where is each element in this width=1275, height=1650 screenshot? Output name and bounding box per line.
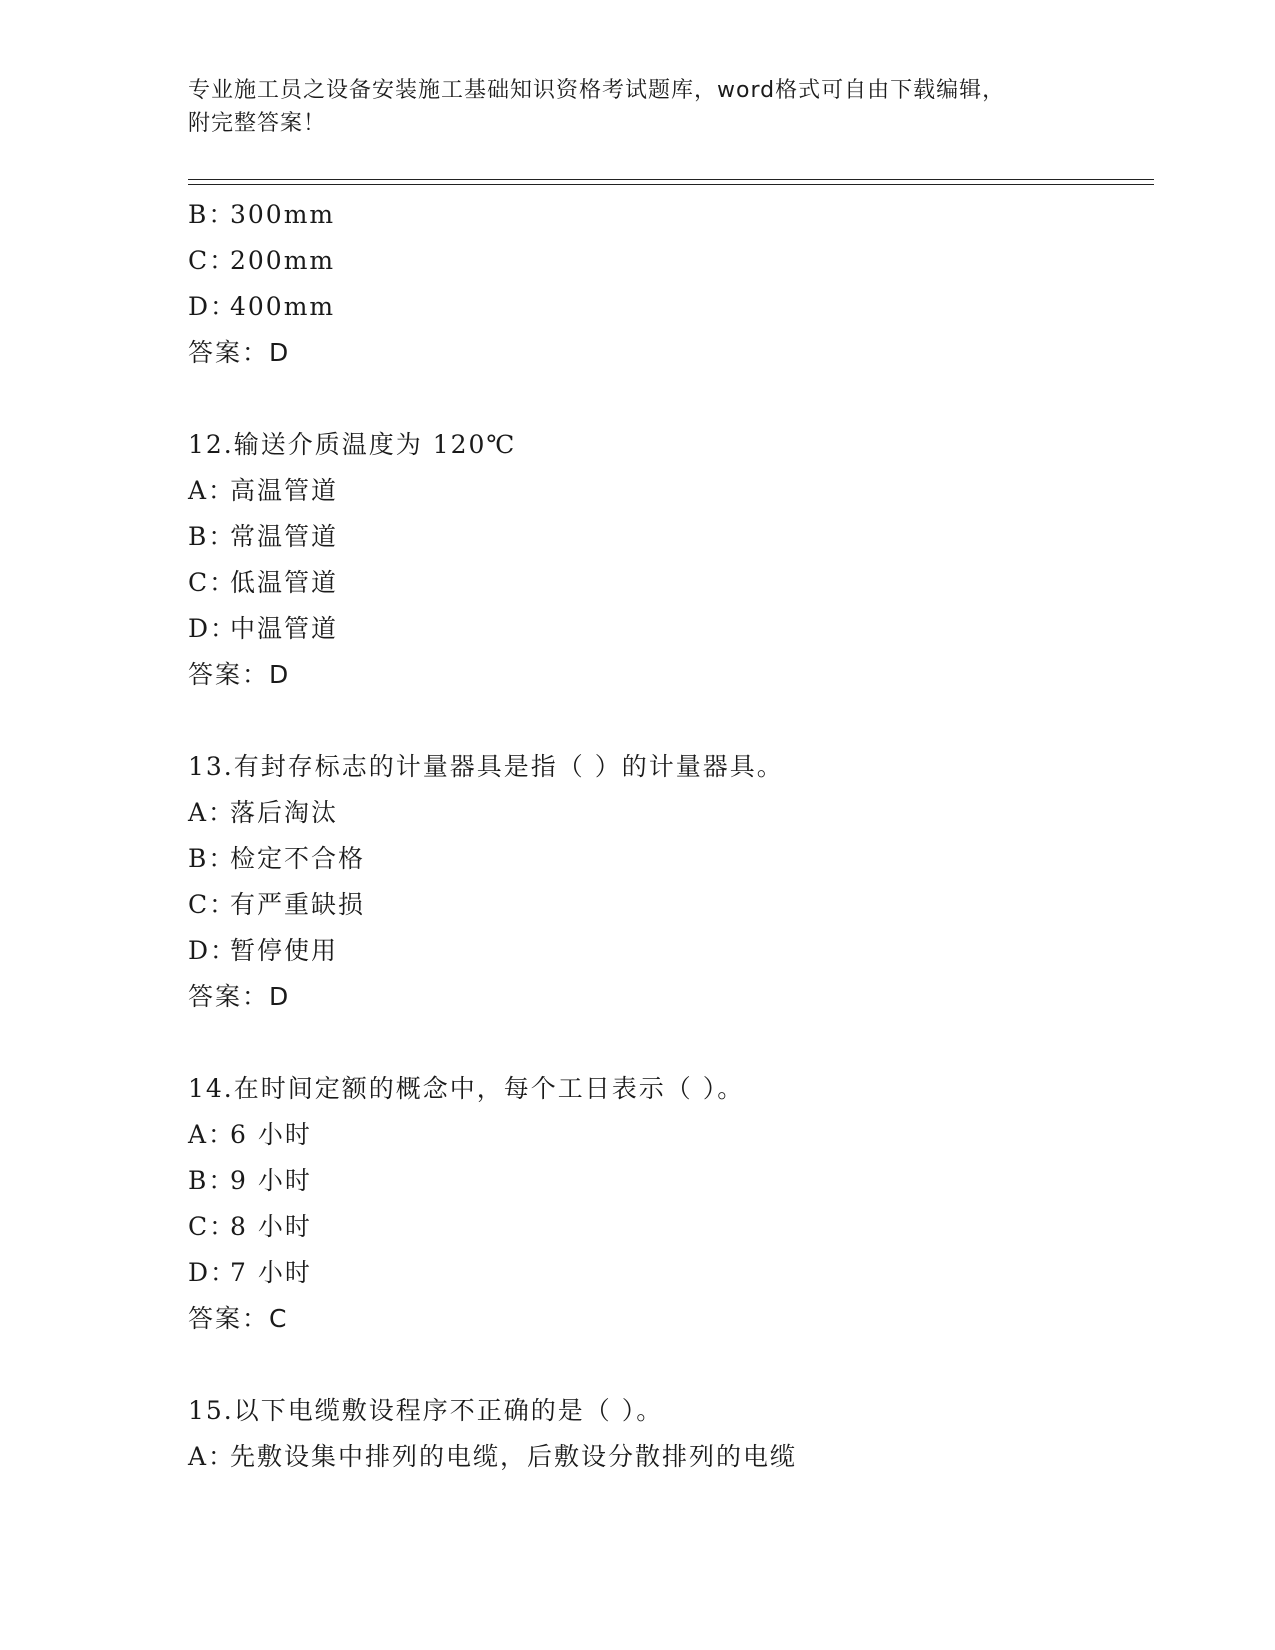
option-line <box>188 882 1154 928</box>
question-text: 在时间定额的概念中，每个工日表示（ ）。 <box>233 1074 745 1103</box>
option-letter: A： <box>188 798 236 827</box>
option-text: 9 小时 <box>230 1166 312 1195</box>
question-stem <box>188 744 1154 790</box>
option-letter: C： <box>188 246 237 275</box>
option-letter: C： <box>188 890 237 919</box>
option-letter: A： <box>188 476 236 505</box>
option-letter: B： <box>188 200 236 229</box>
option-text: 7 小时 <box>230 1258 312 1287</box>
header-divider-bottom <box>188 184 1154 185</box>
option-text: 300mm <box>230 200 336 229</box>
option-letter: D： <box>188 614 238 643</box>
question-text: 输送介质温度为 120℃ <box>233 430 517 459</box>
option-text: 落后淘汰 <box>230 798 339 827</box>
option-text: 常温管道 <box>230 522 339 551</box>
option-letter: B： <box>188 844 236 873</box>
question-content <box>188 192 1154 1480</box>
option-text: 6 小时 <box>230 1120 312 1149</box>
header-title-line-2: 附完整答案！ <box>188 111 327 136</box>
option-text: 检定不合格 <box>230 844 366 873</box>
option-line <box>188 1434 1154 1480</box>
option-text: 中温管道 <box>230 614 339 643</box>
option-text: 低温管道 <box>230 568 339 597</box>
option-letter: A： <box>188 1120 236 1149</box>
spacer <box>188 698 1154 744</box>
answer-line: 答案：D <box>188 982 291 1011</box>
question-number: 14. <box>188 1074 234 1103</box>
option-text: 有严重缺损 <box>230 890 366 919</box>
option-line <box>188 192 1154 238</box>
header-divider-top <box>188 179 1154 180</box>
option-text: 先敷设集中排列的电缆，后敷设分散排列的电缆 <box>230 1442 798 1471</box>
header-title-line-1: 专业施工员之设备安装施工基础知识资格考试题库，word格式可自由下载编辑， <box>188 78 1006 103</box>
option-line <box>188 606 1154 652</box>
option-line <box>188 1204 1154 1250</box>
option-text: 400mm <box>230 292 336 321</box>
option-letter: B： <box>188 1166 236 1195</box>
option-line <box>188 790 1154 836</box>
question-number: 15. <box>188 1396 234 1425</box>
option-text: 高温管道 <box>230 476 339 505</box>
option-letter: D： <box>188 292 238 321</box>
spacer <box>188 376 1154 422</box>
answer-line: 答案：C <box>188 1304 289 1333</box>
option-line <box>188 836 1154 882</box>
option-line <box>188 1112 1154 1158</box>
option-line <box>188 1158 1154 1204</box>
option-line <box>188 928 1154 974</box>
option-line <box>188 514 1154 560</box>
question-text: 以下电缆敷设程序不正确的是（ ）。 <box>233 1396 664 1425</box>
option-line <box>188 1250 1154 1296</box>
option-line <box>188 468 1154 514</box>
question-number: 12. <box>188 430 234 459</box>
option-letter: B： <box>188 522 236 551</box>
question-stem <box>188 1066 1154 1112</box>
option-line <box>188 284 1154 330</box>
question-number: 13. <box>188 752 234 781</box>
option-line <box>188 560 1154 606</box>
option-letter: C： <box>188 1212 237 1241</box>
question-text: 有封存标志的计量器具是指（ ）的计量器具。 <box>233 752 784 781</box>
spacer <box>188 1342 1154 1388</box>
option-letter: A： <box>188 1442 236 1471</box>
option-letter: C： <box>188 568 237 597</box>
question-stem <box>188 422 1154 468</box>
option-letter: D： <box>188 936 238 965</box>
option-line <box>188 238 1154 284</box>
document-header <box>188 74 1088 140</box>
spacer <box>188 1020 1154 1066</box>
option-letter: D： <box>188 1258 238 1287</box>
answer-line: 答案：D <box>188 338 291 367</box>
question-stem <box>188 1388 1154 1434</box>
option-text: 暂停使用 <box>230 936 339 965</box>
option-text: 200mm <box>230 246 336 275</box>
option-text: 8 小时 <box>230 1212 312 1241</box>
answer-line: 答案：D <box>188 660 291 689</box>
